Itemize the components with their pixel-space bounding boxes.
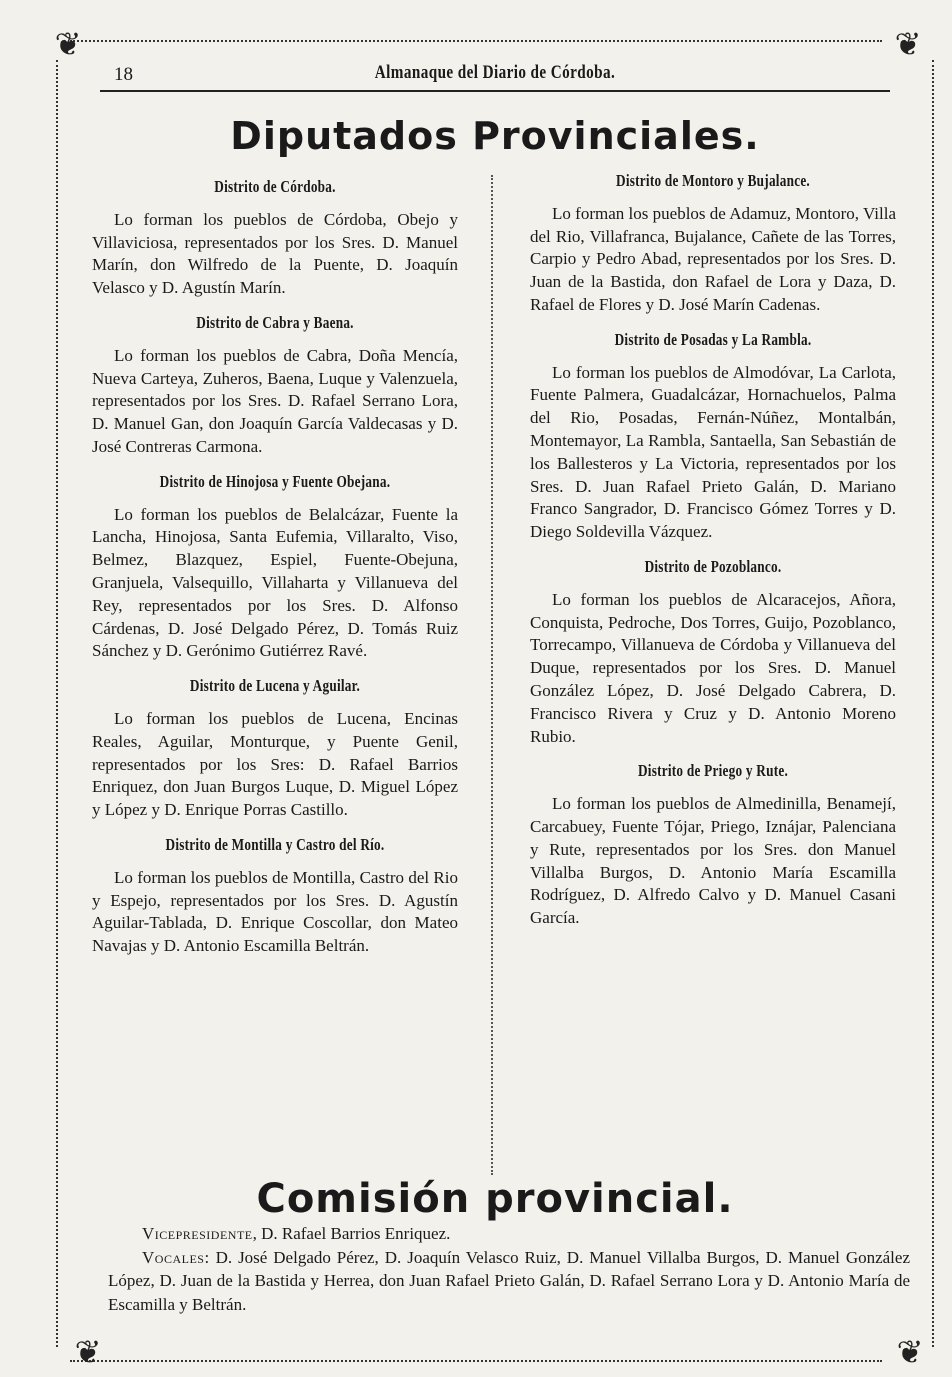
district-block	[530, 170, 896, 317]
fleuron-icon: ❦	[74, 1333, 102, 1371]
district-text: Lo forman los pueblos de Almedinilla, Benamejí, Carcabuey, Fuente Tójar, Priego, Iznájar, Palenciana y Rute, representados por los Sres. don Manuel Villalba Burgos, D. Antonio María Escamilla Rodríguez, D. Alfredo Calvo y D. Manuel Casani García.	[530, 794, 896, 928]
section-title-comision: Comisión provincial.	[256, 1176, 734, 1222]
district-block	[92, 471, 458, 663]
district-text: Lo forman los pueblos de Alcaracejos, Añora, Conquista, Pedroche, Dos Torres, Guijo, Pozoblanco, Torrecampo, Villanueva de Córdoba y Villanueva del Duque, representados por los Sres. D. Manuel González López, D. José Delgado Cabrera, D. Francisco Rivera y Cruz y D. Antonio Moreno Rubio.	[530, 589, 896, 746]
right-column	[530, 170, 896, 942]
district-heading: Distrito de Pozoblanco.	[644, 556, 782, 576]
page-border-top	[70, 40, 882, 52]
page-border-right	[932, 60, 940, 1347]
district-heading: Distrito de Priego y Rute.	[637, 761, 789, 781]
district-block	[92, 176, 458, 300]
district-text: Lo forman los pueblos de Cabra, Doña Mencía, Nueva Carteya, Zuheros, Baena, Luque y Valenzuela, representados por los Sres. D. Rafael Serrano Lora, D. Manuel Gan, don Joaquín García Valdecasas y D. José Contreras Carmona.	[92, 345, 458, 456]
district-block	[530, 760, 896, 930]
district-text: Lo forman los pueblos de Montilla, Castro del Rio y Espejo, representados por los Sres. D. Agustín Aguilar-Tablada, D. Enrique Coscollar, don Mateo Navajas y D. Antonio Escamilla Beltrán.	[92, 867, 458, 956]
running-title: Almanaque del Diario de Córdoba.	[374, 62, 616, 83]
district-text: Lo forman los pueblos de Almodóvar, La Carlota, Fuente Palmera, Guadalcázar, Hornachuelos, Palma del Rio, Posadas, Fernán-Núñez, Montalbán, Montemayor, La Rambla, Santaella, San Sebastián de los Ballesteros y La Victoria, representados por los Sres. D. Juan Rafael Prieto Galán, D. Mariano Franco Sangrador, D. Francisco Gómez Torres y D. Diego Soldevilla Vázquez.	[530, 362, 896, 542]
page-border-left	[56, 60, 64, 1347]
district-heading: Distrito de Montilla y Castro del Río.	[165, 834, 385, 854]
fleuron-icon: ❦	[54, 25, 82, 63]
commission-members	[108, 1222, 910, 1316]
district-text: Lo forman los pueblos de Lucena, Encinas Reales, Aguilar, Monturque, y Puente Genil, representados por los Sres: D. Rafael Barrios Enriquez, don Juan Burgos Luque, D. Miguel López y López y D. Enrique Porras Castillo.	[92, 708, 458, 820]
district-block	[530, 329, 896, 544]
district-text: Lo forman los pueblos de Belalcázar, Fuente la Lancha, Hinojosa, Santa Eufemia, Villaralto, Viso, Belmez, Blazquez, Espiel, Fuente-Obejuna, Granjuela, Valsequillo, Villaharta y Villanueva del Rey, representados por los Sres. D. Alfonso Cárdenas, D. José Delgado Pérez, D. Tomás Ruiz Sánchez y D. Gerónimo Gutiérrez Ravé.	[92, 504, 458, 661]
vicepresident-text: , D. Rafael Barrios Enriquez.	[252, 1224, 451, 1243]
fleuron-icon: ❦	[894, 25, 922, 63]
left-column	[92, 170, 458, 970]
column-divider	[491, 175, 497, 1175]
vicepresident-line	[108, 1222, 910, 1246]
district-text: Lo forman los pueblos de Adamuz, Montoro, Villa del Rio, Villafranca, Bujalance, Cañete de las Torres, Carpio y Pedro Abad, representados por los Sres. D. Juan de la Bastida, don Rafael de Lora y Daza, D. Rafael de Flores y D. José Marín Cadenas.	[530, 203, 896, 314]
district-heading: Distrito de Lucena y Aguilar.	[189, 676, 361, 696]
vocales-label: Vocales:	[142, 1247, 210, 1267]
page-header	[100, 60, 890, 92]
vicepresident-label: Vicepresidente	[142, 1224, 253, 1243]
district-heading: Distrito de Córdoba.	[214, 177, 336, 196]
page-number: 18	[114, 64, 133, 85]
vocales-text: D. José Delgado Pérez, D. Joaquín Velasco Ruiz, D. Manuel Villalba Burgos, D. Manuel González López, D. Juan de la Bastida y Herrea, don Juan Rafael Prieto Galán, D. Rafael Serrano Lora y D. Antonio María de Escamilla y Beltrán.	[108, 1247, 910, 1314]
district-block	[92, 675, 458, 822]
district-block	[92, 312, 458, 459]
district-text: Lo forman los pueblos de Córdoba, Obejo y Villaviciosa, representados por los Sres. D. Manuel Marín, don Wilfredo de la Puente, D. Joaquín Velasco y D. Agustín Marín.	[92, 209, 458, 298]
district-heading: Distrito de Posadas y La Rambla.	[614, 329, 812, 349]
district-block	[530, 556, 896, 748]
section-title-diputados: Diputados Provinciales.	[230, 114, 760, 158]
vocales-line	[108, 1246, 910, 1317]
district-heading: Distrito de Hinojosa y Fuente Obejana.	[159, 471, 391, 491]
district-heading: Distrito de Montoro y Bujalance.	[616, 171, 810, 190]
fleuron-icon: ❦	[896, 1333, 924, 1371]
district-block	[92, 834, 458, 958]
district-heading: Distrito de Cabra y Baena.	[196, 312, 354, 332]
page-border-bottom	[70, 1360, 882, 1372]
